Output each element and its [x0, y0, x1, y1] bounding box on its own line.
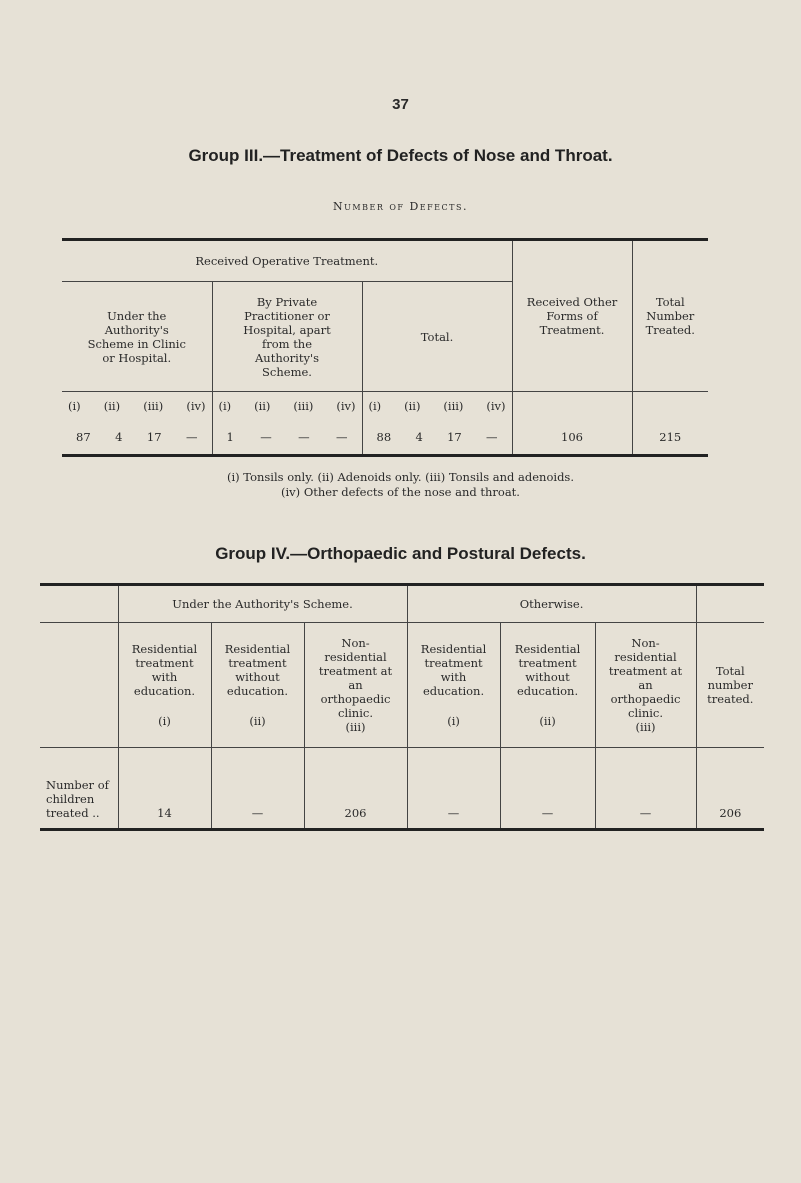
other-forms-spacer [512, 392, 632, 420]
total-values [362, 420, 512, 456]
column-number: (iii) [345, 720, 366, 734]
table-cell: — [211, 748, 304, 830]
sub-label: (iii) [293, 398, 314, 413]
total-number-header: Total Number Treated. [632, 240, 708, 392]
blank-subheader [40, 623, 118, 748]
other-res-with-education-header [407, 623, 500, 748]
total-number-spacer [632, 392, 708, 420]
private-sub-labels [212, 392, 362, 420]
table-cell: 14 [118, 748, 211, 830]
table-cell: 88 [376, 429, 392, 444]
total-sub-labels [362, 392, 512, 420]
column-label: Non-residential treatment at an orthopaedic clinic. [608, 636, 683, 720]
res-with-education-header [118, 623, 211, 748]
sub-label: (iv) [336, 398, 356, 413]
other-non-residential-header [595, 623, 696, 748]
table-cell: — [595, 748, 696, 830]
table-cell: — [407, 748, 500, 830]
table-cell: 17 [447, 429, 462, 444]
sub-label: (i) [218, 398, 232, 413]
blank-header-right [696, 585, 764, 623]
group3-subtitle: Number of Defects. [333, 200, 468, 213]
res-without-education-header [211, 623, 304, 748]
table-cell: — [486, 429, 498, 444]
column-number: (iii) [635, 720, 656, 734]
authority-sub-labels [62, 392, 212, 420]
column-number: (i) [158, 714, 171, 728]
table-cell: 206 [696, 748, 764, 830]
table-cell: 4 [115, 429, 123, 444]
sub-label: (ii) [254, 398, 271, 413]
footnote-line-1: (i) Tonsils only. (ii) Adenoids only. (iii) Tonsils and adenoids. [226, 470, 574, 484]
private-values [212, 420, 362, 456]
sub-label: (iii) [143, 398, 164, 413]
total-treated-header: Total number treated. [696, 623, 764, 748]
sub-label: (iv) [486, 398, 506, 413]
otherwise-header: Otherwise. [407, 585, 696, 623]
blank-header [40, 585, 118, 623]
under-authority-header: Under the Authority's Scheme. [118, 585, 407, 623]
sub-label: (ii) [103, 398, 121, 413]
table-cell: — [500, 748, 595, 830]
column-label: Residential treatment without education. [224, 642, 291, 698]
column-label: Non-residential treatment at an orthopaedic clinic. [318, 636, 393, 720]
column-number: (ii) [539, 714, 556, 728]
total-number-value: 215 [632, 420, 708, 456]
other-forms-value: 106 [512, 420, 632, 456]
operative-total-header: Total. [362, 282, 512, 392]
column-number: (ii) [249, 714, 266, 728]
table-cell: — [336, 429, 348, 444]
column-label: Residential treatment with education. [420, 642, 487, 698]
column-number: (i) [447, 714, 460, 728]
sub-label: (iii) [443, 398, 464, 413]
table-cell: 1 [226, 429, 234, 444]
sub-label: (ii) [404, 398, 421, 413]
table-cell: — [260, 429, 272, 444]
table-cell: — [298, 429, 310, 444]
column-label: Residential treatment with education. [131, 642, 198, 698]
sub-label: (i) [68, 398, 81, 413]
row-label-children-treated: Number of children treated .. [46, 778, 109, 820]
footnote-line-2: (iv) Other defects of the nose and throat. [281, 485, 520, 499]
nose-throat-table [62, 238, 708, 457]
private-practitioner-header: By Private Practitioner or Hospital, apart from the Authority's Scheme. [212, 282, 362, 392]
other-res-without-education-header [500, 623, 595, 748]
table-cell: — [185, 429, 198, 444]
sub-label: (iv) [186, 398, 206, 413]
sub-label: (i) [368, 398, 382, 413]
table-cell: 206 [304, 748, 407, 830]
other-forms-header: Received Other Forms of Treatment. [512, 240, 632, 392]
authority-scheme-header: Under the Authority's Scheme in Clinic or Hospital. [62, 282, 212, 392]
group4-title: Group IV.—Orthopaedic and Postural Defects. [215, 544, 586, 563]
orthopaedic-table [40, 583, 764, 831]
table-cell: 87 [76, 429, 91, 444]
page-number: 37 [392, 96, 409, 113]
table-cell: 4 [415, 429, 423, 444]
non-residential-header [304, 623, 407, 748]
table-cell: 17 [146, 429, 162, 444]
received-operative-header: Received Operative Treatment. [62, 240, 512, 282]
column-label: Residential treatment without education. [514, 642, 581, 698]
authority-values [62, 420, 212, 456]
group3-title: Group III.—Treatment of Defects of Nose and Throat. [188, 146, 613, 165]
